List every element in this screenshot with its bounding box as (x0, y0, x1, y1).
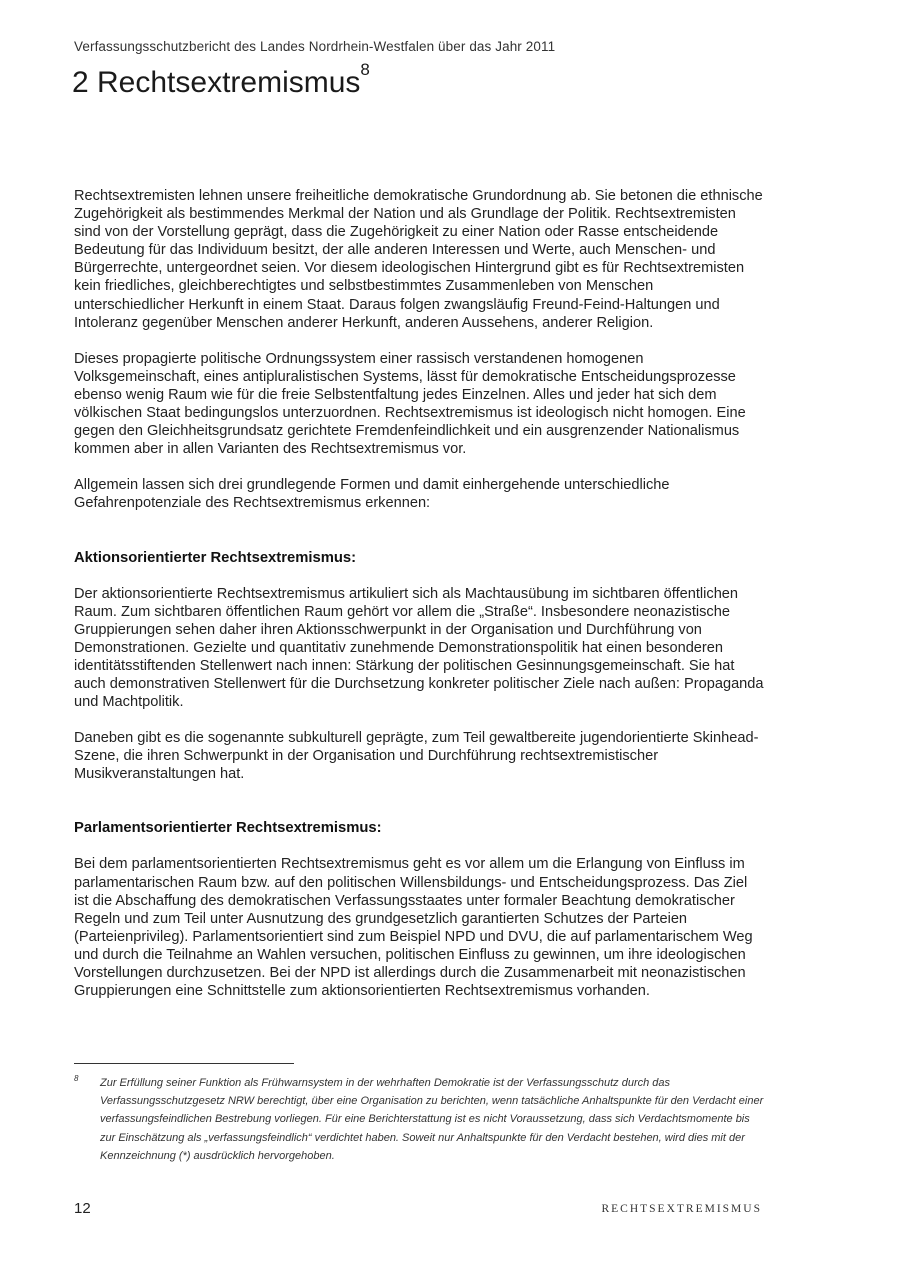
footnote-text: Zur Erfüllung seiner Funktion als Frühwarnsystem in der wehrhaften Demokratie ist der Verfassungsschutz durch das Verfassungsschutzgesetz NRW berechtigt, über eine Organisation zu berichten, wenn tatsächliche Anhaltspunkte für den Verdacht einer verfassungsfeindlichen Bestrebung vorliegen. Für eine Berichterstattung ist es nicht Voraussetzung, dass sich Verdachtsmomente bis zur Einschätzung als „verfassungsfeindlich“ verdichtet haben. Soweit nur Anhaltspunkte für den Verdacht bestehen, wird dies mit der Kennzeichnung (*) ausdrücklich hervorgehoben. (100, 1077, 764, 1162)
running-header: Verfassungsschutzbericht des Landes Nordrhein-Westfalen über das Jahr 2011 (74, 39, 556, 54)
intro-paragraph-2: Dieses propagierte politische Ordnungssystem einer rassisch verstandenen homogenen Volksgemeinschaft, eines antipluralistischen Systems, lässt für demokratische Entscheidungsprozesse ebenso wenig Raum wie für die freie Selbstentfaltung jedes Einzelnen. Alles und jeder hat sich dem völkischen Staat bedingungslos unterzuordnen. Rechtsextremismus ist ideologisch nicht homogen. Eine gegen den Gleichheitsgrundsatz gerichtete Fremdenfeindlichkeit und ein ausgrenzender Nationalismus kommen aber in allen Varianten des Rechtsextremismus vor. (74, 350, 746, 458)
parliament-paragraph-1: Bei dem parlamentsorientierten Rechtsextremismus geht es vor allem um die Erlangung von Einfluss im parlamentarischen Raum bzw. auf den politischen Willensbildungs- und Entscheidungsprozess. Das Ziel ist die Abschaffung des demokratischen Verfassungsstaates unter formaler Beachtung demokratischer Regeln und zum Teil unter Ausnutzung des grundgesetzlich garantierten Schutzes der Parteien (Parteienprivileg). Parlamentsorientiert sind zum Beispiel NPD und DVU, die auf parlamentarischem Weg und durch die Teilnahme an Wahlen versuchen, politischen Einfluss zu gewinnen, um ihre ideologischen Vorstellungen durchzusetzen. Bei der NPD ist allerdings durch die Zusammenarbeit mit neonazistischen Gruppierungen eine Schnittstelle zum aktionsorientierten Rechtsextremismus vorhanden. (74, 856, 753, 1000)
body-text (74, 187, 764, 1018)
footnote (74, 1074, 764, 1165)
intro-paragraph-1: Rechtsextremisten lehnen unsere freiheitliche demokratische Grundordnung ab. Sie betonen die ethnische Zugehörigkeit als bestimmendes Merkmal der Nation und als Grundlage der Politik. Rechtsextremisten sind von der Vorstellung geprägt, dass die Zugehörigkeit zu einer Nation oder Rasse entscheidende Bedeutung für das Individuum besitzt, der alle anderen Interessen und Werte, auch Menschen- und Bürgerrechte, untergeordnet seien. Vor diesem ideologischen Hintergrund gibt es für Rechtsextremisten kein friedliches, gleichberechtigtes und selbstbestimmtes Zusammenleben von Menschen unterschiedlicher Herkunft in einem Staat. Daraus folgen zwangsläufig Freund-Feind-Haltungen und Intoleranz gegenüber Menschen anderer Herkunft, anderen Aussehens, anderer Religion. (74, 188, 763, 331)
chapter-title (72, 60, 370, 100)
intro-paragraph-3: Allgemein lassen sich drei grundlegende Formen und damit einhergehende unterschiedliche Gefahrenpotenziale des Rechtsextremismus erkennen: (74, 477, 670, 512)
footnote-number: 8 (74, 1074, 79, 1083)
section-heading-action: Aktionsorientierter Rechtsextremismus: (74, 549, 357, 566)
action-paragraph-2: Daneben gibt es die sogenannte subkulturell geprägte, zum Teil gewaltbereite jugendorientierte Skinhead-Szene, die ihren Schwerpunkt in der Organisation und Durchführung rechtsextremistischer Musikveranstaltungen hat. (74, 730, 759, 783)
chapter-title-text: 2 Rechtsextremismus (72, 66, 361, 99)
section-heading-parliament: Parlamentsorientierter Rechtsextremismus: (74, 820, 382, 837)
action-paragraph-1: Der aktionsorientierte Rechtsextremismus artikuliert sich als Machtausübung im sichtbaren öffentlichen Raum. Zum sichtbaren öffentlichen Raum gehört vor allem die „Straße“. Insbesondere neonazistische Gruppierungen sehen daher ihren Aktionsschwerpunkt in der Organisation und Durchführung von Demonstrationen. Gezielte und quantitativ zunehmende Demonstrationspolitik hat einen besonderen identitätsstiftenden Stellenwert nach innen: Stärkung der politischen Gesinnungsgemeinschaft. Sie hat auch demonstrativen Stellenwert für die Durchsetzung konkreter politischer Ziele nach außen: Propaganda und Machtpolitik. (74, 585, 764, 711)
running-footer: RECHTSEXTREMISMUS (601, 1203, 762, 1215)
footnote-divider (74, 1063, 294, 1064)
footnote-reference[interactable]: 8 (360, 60, 370, 79)
page-number: 12 (74, 1200, 91, 1217)
